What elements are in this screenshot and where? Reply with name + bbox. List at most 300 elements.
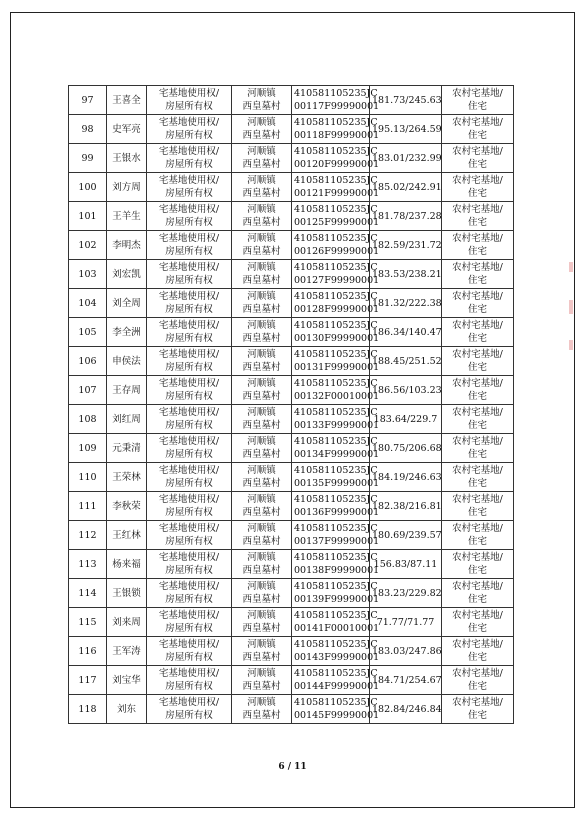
right-type-text: 宅基地使用权/ — [158, 697, 220, 708]
area-text: 184.19/246.63 — [372, 471, 442, 483]
land-use-text: 农村宅基地/ — [452, 610, 503, 621]
right-type-text: 宅基地使用权/ — [158, 407, 220, 418]
right-type-cell — [147, 231, 232, 260]
row-number-cell — [69, 260, 107, 289]
row-number-cell — [69, 695, 107, 724]
unit-code-text: 410581105235JC — [294, 610, 378, 621]
location-cell — [232, 550, 292, 579]
location-text: 河顺镇 — [247, 262, 276, 273]
location-text: 西皇墓村 — [242, 188, 281, 199]
unit-code-text: 410581105235JC — [294, 465, 378, 476]
unit-code-cell — [292, 492, 380, 521]
area-cell — [370, 115, 442, 144]
area-cell — [370, 202, 442, 231]
row-number-text: 102 — [78, 239, 97, 251]
table-row — [69, 521, 514, 550]
unit-code-cell — [292, 521, 380, 550]
area-cell — [370, 347, 442, 376]
table-row — [69, 289, 514, 318]
right-type-cell — [147, 144, 232, 173]
right-type-text: 宅基地使用权/ — [158, 581, 220, 592]
area-cell — [370, 666, 442, 695]
row-number-cell — [69, 666, 107, 695]
unit-code-text: 00117F99990001 — [294, 101, 380, 112]
right-type-text: 宅基地使用权/ — [158, 262, 220, 273]
owner-name-cell — [107, 144, 147, 173]
area-cell — [370, 173, 442, 202]
area-text: 183.01/232.99 — [372, 152, 442, 164]
owner-name-cell — [107, 492, 147, 521]
owner-name-cell — [107, 637, 147, 666]
land-use-cell — [442, 347, 514, 376]
area-text: 180.75/206.68 — [372, 442, 442, 454]
location-text: 西皇墓村 — [242, 449, 281, 460]
unit-code-text: 410581105235JC — [294, 117, 378, 128]
table-row — [69, 144, 514, 173]
owner-name-cell — [107, 550, 147, 579]
location-text: 西皇墓村 — [242, 275, 281, 286]
right-type-cell — [147, 550, 232, 579]
unit-code-text: 00126F99990001 — [294, 246, 380, 257]
right-type-text: 房屋所有权 — [165, 710, 213, 721]
right-type-text: 宅基地使用权/ — [158, 523, 220, 534]
location-text: 河顺镇 — [247, 523, 276, 534]
table-row — [69, 434, 514, 463]
land-use-text: 农村宅基地/ — [452, 436, 503, 447]
land-use-cell — [442, 463, 514, 492]
right-type-cell — [147, 115, 232, 144]
owner-name-cell — [107, 318, 147, 347]
table-row — [69, 666, 514, 695]
unit-code-text: 410581105235JC — [294, 668, 378, 679]
unit-code-cell — [292, 405, 380, 434]
unit-code-text: 410581105235JC — [294, 436, 378, 447]
unit-code-text: 00134F99990001 — [294, 449, 380, 460]
row-number-text: 114 — [78, 587, 97, 599]
right-type-text: 房屋所有权 — [165, 304, 213, 315]
unit-code-text: 410581105235JC — [294, 175, 378, 186]
unit-code-cell — [292, 202, 380, 231]
right-type-text: 房屋所有权 — [165, 362, 213, 373]
area-text: 181.32/222.38 — [372, 297, 442, 309]
table-row — [69, 202, 514, 231]
location-cell — [232, 289, 292, 318]
location-cell — [232, 405, 292, 434]
right-type-cell — [147, 695, 232, 724]
location-cell — [232, 434, 292, 463]
row-number-text: 116 — [78, 645, 97, 657]
unit-code-text: 410581105235JC — [294, 697, 378, 708]
row-number-text: 105 — [78, 326, 97, 338]
row-number-cell — [69, 492, 107, 521]
right-type-text: 宅基地使用权/ — [158, 552, 220, 563]
owner-name-text: 刘全周 — [112, 297, 141, 309]
right-type-text: 宅基地使用权/ — [158, 320, 220, 331]
row-number-cell — [69, 289, 107, 318]
land-use-text: 住宅 — [467, 188, 487, 199]
unit-code-text: 410581105235JC — [294, 523, 378, 534]
right-type-text: 宅基地使用权/ — [158, 146, 220, 157]
land-use-cell — [442, 579, 514, 608]
unit-code-text: 00131F99990001 — [294, 362, 380, 373]
area-text: 184.71/254.67 — [372, 674, 442, 686]
owner-name-text: 李明杰 — [112, 239, 141, 251]
right-type-text: 房屋所有权 — [165, 536, 213, 547]
row-number-text: 104 — [78, 297, 97, 309]
land-use-text: 住宅 — [467, 217, 487, 228]
land-use-text: 住宅 — [467, 130, 487, 141]
owner-name-text: 王存周 — [112, 384, 141, 396]
unit-code-text: 410581105235JC — [294, 407, 378, 418]
location-text: 河顺镇 — [247, 349, 276, 360]
land-use-cell — [442, 202, 514, 231]
land-use-cell — [442, 695, 514, 724]
land-use-text: 住宅 — [467, 391, 487, 402]
owner-name-text: 申侯法 — [112, 355, 141, 367]
location-cell — [232, 260, 292, 289]
land-use-text: 住宅 — [467, 420, 487, 431]
owner-name-text: 王羊生 — [112, 210, 141, 222]
table-row — [69, 492, 514, 521]
land-use-text: 住宅 — [467, 507, 487, 518]
right-type-text: 房屋所有权 — [165, 217, 213, 228]
unit-code-text: 00136F99990001 — [294, 507, 380, 518]
table-row — [69, 550, 514, 579]
location-text: 西皇墓村 — [242, 101, 281, 112]
land-use-text: 农村宅基地/ — [452, 552, 503, 563]
records-table — [68, 85, 514, 724]
table-row — [69, 608, 514, 637]
location-text: 河顺镇 — [247, 291, 276, 302]
right-type-text: 宅基地使用权/ — [158, 494, 220, 505]
stamp-edge-mark — [569, 300, 573, 314]
unit-code-text: 00144F99990001 — [294, 681, 380, 692]
land-use-text: 住宅 — [467, 710, 487, 721]
unit-code-text: 410581105235JC — [294, 233, 378, 244]
location-text: 河顺镇 — [247, 117, 276, 128]
owner-name-text: 王红林 — [112, 529, 141, 541]
unit-code-text: 410581105235JC — [294, 378, 378, 389]
row-number-cell — [69, 202, 107, 231]
unit-code-text: 410581105235JC — [294, 320, 378, 331]
area-cell — [370, 86, 442, 115]
owner-name-text: 王荣林 — [112, 471, 141, 483]
owner-name-cell — [107, 260, 147, 289]
area-text: 185.02/242.91 — [372, 181, 442, 193]
unit-code-text: 00132F00010001 — [294, 391, 380, 402]
owner-name-cell — [107, 376, 147, 405]
location-cell — [232, 521, 292, 550]
right-type-text: 房屋所有权 — [165, 246, 213, 257]
row-number-cell — [69, 608, 107, 637]
area-text: 181.73/245.63 — [372, 94, 442, 106]
area-text: 71.77/71.77 — [376, 616, 435, 628]
land-use-text: 住宅 — [467, 565, 487, 576]
table-row — [69, 579, 514, 608]
right-type-text: 宅基地使用权/ — [158, 349, 220, 360]
right-type-text: 房屋所有权 — [165, 507, 213, 518]
location-text: 河顺镇 — [247, 175, 276, 186]
area-text: 182.38/216.81 — [372, 500, 442, 512]
land-use-cell — [442, 608, 514, 637]
table-row — [69, 260, 514, 289]
right-type-text: 房屋所有权 — [165, 565, 213, 576]
owner-name-cell — [107, 289, 147, 318]
right-type-text: 宅基地使用权/ — [158, 436, 220, 447]
unit-code-text: 00125F99990001 — [294, 217, 380, 228]
row-number-text: 113 — [78, 558, 97, 570]
unit-code-text: 410581105235JC — [294, 146, 378, 157]
records-table-body — [69, 86, 514, 724]
table-row — [69, 173, 514, 202]
location-cell — [232, 637, 292, 666]
right-type-cell — [147, 608, 232, 637]
location-text: 河顺镇 — [247, 610, 276, 621]
location-cell — [232, 579, 292, 608]
unit-code-text: 00120F99990001 — [294, 159, 380, 170]
land-use-cell — [442, 144, 514, 173]
land-use-cell — [442, 318, 514, 347]
unit-code-text: 410581105235JC — [294, 262, 378, 273]
unit-code-cell — [292, 318, 380, 347]
right-type-text: 宅基地使用权/ — [158, 639, 220, 650]
unit-code-text: 00135F99990001 — [294, 478, 380, 489]
land-use-text: 农村宅基地/ — [452, 523, 503, 534]
unit-code-text: 410581105235JC — [294, 581, 378, 592]
area-cell — [370, 376, 442, 405]
owner-name-text: 刘来周 — [112, 616, 141, 628]
unit-code-cell — [292, 608, 380, 637]
land-use-text: 住宅 — [467, 333, 487, 344]
location-cell — [232, 115, 292, 144]
land-use-cell — [442, 492, 514, 521]
land-use-text: 农村宅基地/ — [452, 117, 503, 128]
location-text: 河顺镇 — [247, 436, 276, 447]
location-text: 西皇墓村 — [242, 217, 281, 228]
location-text: 西皇墓村 — [242, 362, 281, 373]
right-type-text: 房屋所有权 — [165, 101, 213, 112]
unit-code-text: 410581105235JC — [294, 349, 378, 360]
land-use-text: 住宅 — [467, 478, 487, 489]
unit-code-cell — [292, 289, 380, 318]
owner-name-cell — [107, 463, 147, 492]
land-use-text: 农村宅基地/ — [452, 175, 503, 186]
location-text: 西皇墓村 — [242, 507, 281, 518]
unit-code-cell — [292, 550, 380, 579]
right-type-cell — [147, 405, 232, 434]
land-use-cell — [442, 289, 514, 318]
unit-code-text: 00138F99990001 — [294, 565, 380, 576]
land-use-text: 住宅 — [467, 594, 487, 605]
right-type-cell — [147, 579, 232, 608]
row-number-text: 109 — [78, 442, 97, 454]
land-use-text: 农村宅基地/ — [452, 465, 503, 476]
row-number-text: 115 — [78, 616, 97, 628]
owner-name-text: 王银锁 — [112, 587, 141, 599]
location-text: 河顺镇 — [247, 146, 276, 157]
right-type-text: 房屋所有权 — [165, 420, 213, 431]
land-use-text: 住宅 — [467, 449, 487, 460]
land-use-text: 住宅 — [467, 159, 487, 170]
land-use-text: 住宅 — [467, 623, 487, 634]
location-cell — [232, 231, 292, 260]
location-text: 河顺镇 — [247, 320, 276, 331]
location-text: 西皇墓村 — [242, 681, 281, 692]
area-text: 186.56/103.23 — [372, 384, 442, 396]
location-cell — [232, 608, 292, 637]
right-type-text: 宅基地使用权/ — [158, 291, 220, 302]
row-number-cell — [69, 376, 107, 405]
owner-name-cell — [107, 347, 147, 376]
right-type-cell — [147, 463, 232, 492]
location-text: 河顺镇 — [247, 407, 276, 418]
row-number-text: 106 — [78, 355, 97, 367]
unit-code-text: 410581105235JC — [294, 204, 378, 215]
table-row — [69, 695, 514, 724]
table-row — [69, 463, 514, 492]
row-number-text: 107 — [78, 384, 97, 396]
location-cell — [232, 202, 292, 231]
row-number-text: 112 — [78, 529, 97, 541]
land-use-text: 农村宅基地/ — [452, 88, 503, 99]
owner-name-cell — [107, 608, 147, 637]
owner-name-cell — [107, 579, 147, 608]
location-text: 河顺镇 — [247, 378, 276, 389]
right-type-text: 房屋所有权 — [165, 188, 213, 199]
table-row — [69, 318, 514, 347]
location-text: 西皇墓村 — [242, 710, 281, 721]
row-number-cell — [69, 318, 107, 347]
land-use-cell — [442, 173, 514, 202]
owner-name-text: 王银水 — [112, 152, 141, 164]
area-cell — [370, 579, 442, 608]
area-cell — [370, 550, 442, 579]
unit-code-text: 410581105235JC — [294, 291, 378, 302]
right-type-text: 宅基地使用权/ — [158, 117, 220, 128]
right-type-cell — [147, 376, 232, 405]
land-use-cell — [442, 666, 514, 695]
owner-name-text: 元秉清 — [112, 442, 141, 454]
row-number-text: 117 — [78, 674, 97, 686]
land-use-text: 农村宅基地/ — [452, 378, 503, 389]
location-text: 西皇墓村 — [242, 652, 281, 663]
location-text: 河顺镇 — [247, 697, 276, 708]
unit-code-text: 00141F00010001 — [294, 623, 380, 634]
unit-code-text: 00130F99990001 — [294, 333, 380, 344]
row-number-text: 111 — [78, 500, 97, 512]
table-row — [69, 376, 514, 405]
location-text: 西皇墓村 — [242, 130, 281, 141]
land-use-text: 农村宅基地/ — [452, 262, 503, 273]
land-use-text: 农村宅基地/ — [452, 349, 503, 360]
unit-code-text: 00127F99990001 — [294, 275, 380, 286]
right-type-text: 房屋所有权 — [165, 478, 213, 489]
row-number-cell — [69, 173, 107, 202]
stamp-edge-mark — [569, 340, 573, 350]
row-number-cell — [69, 579, 107, 608]
right-type-cell — [147, 521, 232, 550]
right-type-text: 宅基地使用权/ — [158, 668, 220, 679]
land-use-cell — [442, 434, 514, 463]
location-text: 河顺镇 — [247, 494, 276, 505]
location-cell — [232, 695, 292, 724]
unit-code-text: 00143F99990001 — [294, 652, 380, 663]
owner-name-text: 杨来福 — [112, 558, 141, 570]
owner-name-cell — [107, 202, 147, 231]
right-type-cell — [147, 492, 232, 521]
table-row — [69, 637, 514, 666]
land-use-text: 农村宅基地/ — [452, 639, 503, 650]
row-number-text: 118 — [78, 703, 97, 715]
land-use-text: 住宅 — [467, 101, 487, 112]
right-type-cell — [147, 289, 232, 318]
land-use-text: 农村宅基地/ — [452, 668, 503, 679]
land-use-text: 农村宅基地/ — [452, 204, 503, 215]
land-use-text: 农村宅基地/ — [452, 320, 503, 331]
right-type-text: 房屋所有权 — [165, 449, 213, 460]
unit-code-text: 00139F99990001 — [294, 594, 380, 605]
land-use-cell — [442, 260, 514, 289]
unit-code-cell — [292, 376, 380, 405]
owner-name-cell — [107, 434, 147, 463]
right-type-cell — [147, 434, 232, 463]
right-type-cell — [147, 173, 232, 202]
location-text: 西皇墓村 — [242, 478, 281, 489]
land-use-text: 住宅 — [467, 362, 487, 373]
row-number-cell — [69, 434, 107, 463]
owner-name-cell — [107, 173, 147, 202]
location-text: 西皇墓村 — [242, 565, 281, 576]
area-cell — [370, 289, 442, 318]
location-cell — [232, 376, 292, 405]
row-number-cell — [69, 347, 107, 376]
location-text: 河顺镇 — [247, 465, 276, 476]
unit-code-cell — [292, 173, 380, 202]
owner-name-text: 刘东 — [116, 703, 136, 715]
owner-name-text: 刘宏凯 — [112, 268, 141, 280]
area-text: 182.84/246.84 — [372, 703, 442, 715]
land-use-text: 住宅 — [467, 652, 487, 663]
table-row — [69, 115, 514, 144]
area-cell — [370, 434, 442, 463]
unit-code-cell — [292, 115, 380, 144]
land-use-text: 住宅 — [467, 304, 487, 315]
area-cell — [370, 695, 442, 724]
location-cell — [232, 492, 292, 521]
right-type-text: 房屋所有权 — [165, 391, 213, 402]
location-text: 西皇墓村 — [242, 420, 281, 431]
area-text: 156.83/87.11 — [373, 558, 438, 570]
right-type-text: 宅基地使用权/ — [158, 610, 220, 621]
unit-code-text: 00145F99990001 — [294, 710, 380, 721]
area-text: 186.34/140.47 — [372, 326, 442, 338]
location-cell — [232, 144, 292, 173]
owner-name-cell — [107, 666, 147, 695]
right-type-text: 宅基地使用权/ — [158, 233, 220, 244]
land-use-text: 农村宅基地/ — [452, 494, 503, 505]
right-type-cell — [147, 637, 232, 666]
unit-code-cell — [292, 260, 380, 289]
location-text: 西皇墓村 — [242, 159, 281, 170]
location-text: 西皇墓村 — [242, 304, 281, 315]
row-number-text: 108 — [78, 413, 97, 425]
land-use-cell — [442, 405, 514, 434]
area-cell — [370, 231, 442, 260]
right-type-text: 宅基地使用权/ — [158, 204, 220, 215]
right-type-cell — [147, 318, 232, 347]
right-type-text: 宅基地使用权/ — [158, 88, 220, 99]
right-type-cell — [147, 347, 232, 376]
